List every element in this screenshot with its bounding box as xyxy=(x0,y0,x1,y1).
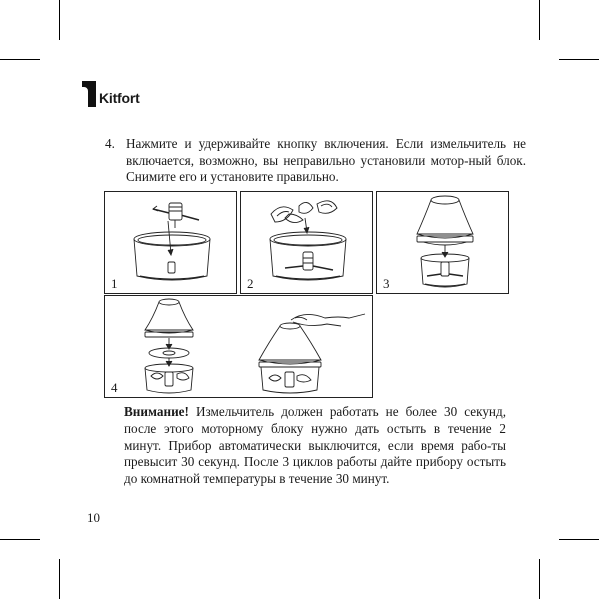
crop-mark xyxy=(0,59,40,60)
figure-number: 4 xyxy=(111,380,118,395)
figure-number: 3 xyxy=(383,276,390,291)
crop-mark xyxy=(559,539,599,540)
figure-number: 1 xyxy=(111,276,118,291)
crop-mark xyxy=(539,0,540,40)
crop-mark xyxy=(539,559,540,599)
brand-logo xyxy=(82,80,140,108)
step-text: Нажмите и удерживайте кнопку включения. Если измельчитель не включается, возможно, вы неправильно установили мотор-ный блок. Снимите его и установите правильно. xyxy=(126,136,526,184)
crop-mark xyxy=(59,559,60,599)
warning-note xyxy=(124,404,506,488)
food-add-illustration xyxy=(241,192,372,293)
figure-panel-4 xyxy=(104,295,373,398)
page-number: 10 xyxy=(87,510,100,525)
warning-label: Внимание! xyxy=(124,404,189,419)
figure-panel-3 xyxy=(376,191,509,294)
brand-name: Kitfort xyxy=(99,90,140,106)
figure-panel-2 xyxy=(240,191,373,294)
step-number: 4. xyxy=(105,136,115,151)
motor-mount-illustration xyxy=(377,192,508,293)
blade-insert-illustration xyxy=(105,192,236,293)
assembly-press-illustration xyxy=(105,296,372,397)
warning-text: Измельчитель должен работать не более 30 секунд, после этого моторному блоку нужно дать остыть в течение 2 минут. Прибор автоматически выключится, если время рабо-ты превысит 30 секунд. После 3 циклов работы дайте прибору остыть до комнатной температуры в течение 30 минут. xyxy=(124,404,506,487)
kitfort-logo-icon xyxy=(82,81,96,107)
crop-mark xyxy=(59,0,60,40)
crop-mark xyxy=(0,539,40,540)
figure-panel-1 xyxy=(104,191,237,294)
crop-mark xyxy=(559,59,599,60)
figure-number: 2 xyxy=(247,276,254,291)
